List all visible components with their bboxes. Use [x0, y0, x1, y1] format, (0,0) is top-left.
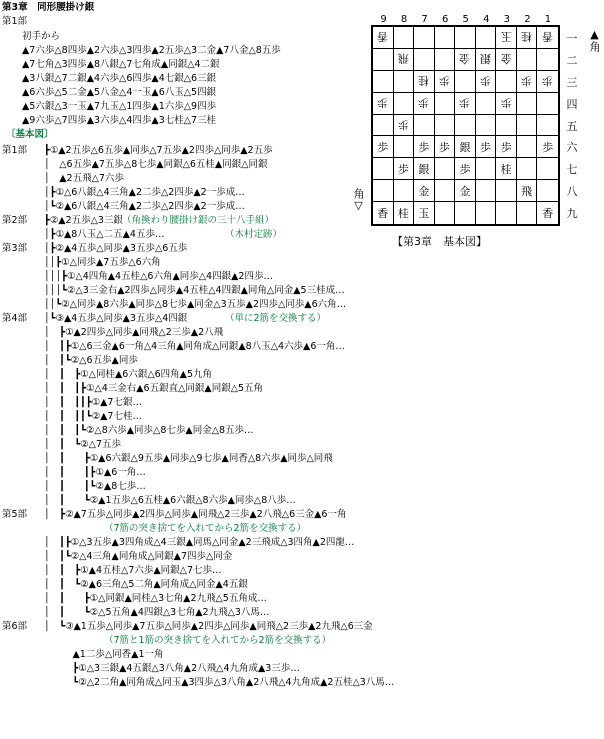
board-cell — [476, 71, 497, 93]
shogi-piece: 飛 — [521, 184, 533, 198]
kifu-line: │┗②▲6八銀△4三角▲2二歩△2四歩▲2一歩成… — [44, 201, 245, 212]
board-cell — [455, 71, 476, 93]
shogi-piece: 歩 — [397, 117, 409, 131]
kifu-line: 第4部 — [2, 313, 28, 324]
kifu-line: 〔基本図〕 — [6, 129, 54, 140]
shogi-piece: 銀 — [459, 140, 471, 154]
kifu-line: ▲9六歩△7四歩▲3六歩△4四歩▲3七桂△7三桂 — [22, 115, 217, 126]
shogi-piece: 歩 — [459, 96, 471, 110]
kifu-line: ▲7七角△3四歩▲8八銀△7七角成▲同銀△4二銀 — [22, 59, 220, 70]
kifu-line: （7筋の突き捨てを入れてから2筋を交換する） — [104, 523, 307, 534]
shogi-piece: 香 — [377, 207, 389, 221]
board-cell — [435, 136, 456, 158]
shogi-piece: 香 — [542, 207, 554, 221]
board-cell — [476, 202, 497, 224]
board-cell — [537, 27, 558, 49]
board-cell — [517, 202, 538, 224]
sente-hand: 角▽ — [352, 188, 365, 212]
row-number: 九 — [566, 207, 578, 221]
shogi-piece: 銀 — [480, 52, 492, 66]
board-cell — [455, 202, 476, 224]
board-cell — [537, 115, 558, 137]
board-cell — [394, 27, 415, 49]
kifu-line: │ ┃ ┗②△5五角▲4四銀△3七角▲2九飛△3八馬… — [44, 607, 270, 618]
kifu-line: （木村定跡） — [225, 229, 283, 240]
board-cell — [394, 115, 415, 137]
kifu-line: 第1部 — [2, 16, 28, 27]
row-number: 七 — [566, 163, 578, 177]
kifu-line: ┗②△2二角▲同角成△同玉▲3四歩△3八角▲2八飛△4九角成▲2五桂△3八馬… — [44, 677, 395, 688]
column-number: 7 — [421, 14, 428, 25]
shogi-piece: 歩 — [418, 96, 430, 110]
board-cell — [373, 27, 394, 49]
kifu-line: │ ┃ ┃┣①△4三金右▲6五銀直△同銀▲同銀△5五角 — [44, 383, 264, 394]
kifu-line: │ ┃ ┗②▲1五歩△6五桂▲6六銀△8六歩▲同歩△8八歩… — [44, 495, 296, 506]
shogi-piece: 歩 — [397, 162, 409, 176]
kifu-line: │┗③▲4五歩△同歩▲3五歩△4四銀 — [44, 313, 188, 324]
column-number: 6 — [441, 14, 449, 25]
gote-hand: ▲角 — [588, 28, 601, 52]
board-cell — [455, 158, 476, 180]
board-cell — [537, 158, 558, 180]
board-cell — [373, 180, 394, 202]
kifu-line: 第3部 — [2, 243, 28, 254]
board-cell — [496, 202, 517, 224]
board-cell — [496, 180, 517, 202]
shogi-piece: 桂 — [397, 207, 409, 221]
board-cell — [496, 27, 517, 49]
board-cell — [517, 180, 538, 202]
board-cell — [394, 202, 415, 224]
shogi-piece: 金 — [459, 52, 471, 66]
board-cell — [414, 49, 435, 71]
kifu-line: │ ┃ ┃┃┣①▲7七銀… — [44, 397, 142, 408]
board-cell — [476, 136, 497, 158]
board-cell — [455, 93, 476, 115]
board-cell — [435, 158, 456, 180]
shogi-piece: 歩 — [377, 140, 389, 154]
board-cell — [435, 180, 456, 202]
board-cell — [476, 49, 497, 71]
board-cell — [373, 202, 394, 224]
board-cell — [373, 158, 394, 180]
board-cell — [394, 93, 415, 115]
board-cell — [414, 27, 435, 49]
kifu-line: ┣①△3三銀▲4五銀△3八角▲2八飛△4九角成▲3三歩… — [44, 663, 300, 674]
kifu-line: │ ┃┗②△6五歩▲同歩 — [44, 355, 138, 366]
board-cell — [476, 115, 497, 137]
shogi-board — [371, 25, 560, 226]
board-cell — [476, 93, 497, 115]
board-cell — [394, 180, 415, 202]
board-cell — [414, 180, 435, 202]
board-cell — [517, 136, 538, 158]
shogi-piece: 歩 — [480, 74, 492, 88]
board-cell — [435, 115, 456, 137]
board-cell — [435, 202, 456, 224]
kifu-line: │ ┃ ┣①▲4五桂△7六歩▲同銀△7七歩… — [44, 565, 222, 576]
shogi-piece: 歩 — [542, 140, 554, 154]
shogi-piece: 金 — [459, 184, 471, 198]
board-cell — [455, 115, 476, 137]
kifu-line: │ ┃ ┣①△同銀▲同桂△3七角▲2九飛△5五角成… — [44, 593, 267, 604]
chapter-title: 第3章 同形腰掛け銀 — [2, 2, 95, 13]
row-number: 三 — [566, 75, 578, 89]
board-cell — [537, 49, 558, 71]
board-cell — [414, 136, 435, 158]
board-cell — [394, 49, 415, 71]
kifu-line: │ ┃ ┃┗②△8六歩▲同歩△8七歩▲同金△8五歩… — [44, 425, 254, 436]
shogi-piece: 歩 — [438, 140, 450, 154]
shogi-piece: 歩 — [480, 140, 492, 154]
column-number: 3 — [503, 14, 511, 25]
kifu-line: 第5部 — [2, 509, 28, 520]
kifu-line: │ △6五歩▲7五歩△8七歩▲同銀△6五桂▲同銀△同銀 — [44, 159, 268, 170]
board-cell — [517, 93, 538, 115]
board-cell — [517, 115, 538, 137]
kifu-line: │ ▲2五飛△7六歩 — [44, 173, 124, 184]
row-number: 二 — [566, 53, 578, 67]
board-cell — [496, 136, 517, 158]
shogi-piece: 金 — [418, 184, 430, 198]
kifu-line: │ ┃┣①△6三金▲6一角△4三角▲同角成△同銀▲8八玉△4六歩▲6一角… — [44, 341, 345, 352]
row-number: 一 — [566, 32, 578, 45]
kifu-line: │ ┃┣①△3五歩▲3四角成△4三銀▲同馬△同金▲2三飛成△3四角▲2四龍… — [44, 537, 355, 548]
kifu-line: │ ┃ ┣①△同桂▲6六銀△6四角▲5九角 — [44, 369, 213, 380]
board-cell — [496, 93, 517, 115]
kifu-line: ▲6六歩△5二金▲5八金△4一玉▲6八玉△5四銀 — [22, 87, 217, 98]
shogi-piece: 桂 — [521, 30, 533, 44]
board-cell — [496, 158, 517, 180]
shogi-piece: 金 — [500, 52, 512, 66]
shogi-piece: 銀 — [418, 162, 430, 176]
kifu-line: 第2部 — [2, 215, 28, 226]
board-cell — [476, 158, 497, 180]
shogi-piece: 飛 — [397, 52, 409, 66]
kifu-line: │ ┃ ┃┗②▲8七歩… — [44, 481, 146, 492]
kifu-line: │┣①△6八銀△4三角▲2二歩△2四歩▲2一歩成… — [44, 187, 245, 198]
board-cell — [537, 202, 558, 224]
kifu-line: （7筋と1筋の突き捨てを入れてから2筋を交換する） — [104, 635, 332, 646]
kifu-line: │ ┣①▲2四歩△同歩▲同飛△2三歩▲2八飛 — [44, 327, 224, 338]
shogi-piece: 歩 — [521, 74, 533, 88]
board-cell — [435, 27, 456, 49]
board-cell — [435, 93, 456, 115]
kifu-line: │││┗②△3三金右▲2四歩△同歩▲4五桂△4四銀▲同角△同金▲5三桂成… — [44, 285, 345, 296]
kifu-line: │ ┃ ┗②△7五歩 — [44, 439, 122, 450]
kifu-line: │ ┃ ┣①▲6六銀△9五歩▲同歩△9七歩▲同香△8六歩▲同歩△同飛 — [44, 453, 333, 464]
board-cell — [517, 27, 538, 49]
shogi-piece: 歩 — [418, 140, 430, 154]
board-cell — [455, 136, 476, 158]
board-cell — [394, 158, 415, 180]
board-cell — [394, 71, 415, 93]
board-cell — [517, 158, 538, 180]
board-cell — [537, 180, 558, 202]
kifu-line: 第1部 — [2, 145, 28, 156]
shogi-piece: 桂 — [500, 162, 512, 176]
column-number: 1 — [544, 14, 552, 25]
row-number: 四 — [566, 97, 578, 111]
kifu-line: │││┣①△4四角▲4五桂△6六角▲同歩△4四銀▲2四歩… — [44, 271, 273, 282]
kifu-line: │ ┣②▲7五歩△同歩▲2四歩△同歩▲同飛△2三歩▲2八飛△6三金▲6一角 — [44, 509, 347, 520]
kifu-line: ▲3八銀△7二銀▲4六歩△6四歩▲4七銀△6三銀 — [22, 73, 217, 84]
column-number: 5 — [462, 14, 469, 25]
shogi-piece: 玉 — [418, 207, 430, 221]
kifu-line: ▲5六銀△3一玉▲7九玉△1四歩▲1六歩△9四歩 — [22, 101, 217, 112]
kifu-line: ││┣①△同歩▲7五歩△6六角 — [44, 257, 161, 268]
board-cell — [537, 71, 558, 93]
board-caption: 【第3章 基本図】 — [392, 235, 487, 248]
board-cell — [414, 71, 435, 93]
board-cell — [373, 49, 394, 71]
board-cell — [517, 49, 538, 71]
column-number: 2 — [524, 14, 531, 25]
shogi-piece: 香 — [377, 30, 389, 44]
row-number: 六 — [566, 141, 578, 155]
shogi-piece: 歩 — [500, 140, 512, 154]
kifu-line: ││┗②△同歩▲8六歩▲同歩△8七歩▲同金△3五歩▲2四歩△同歩▲6六角… — [44, 299, 347, 310]
board-cell — [537, 93, 558, 115]
shogi-piece: 歩 — [542, 74, 554, 88]
shogi-piece: 歩 — [377, 96, 389, 110]
board-cell — [455, 180, 476, 202]
board-cell — [414, 93, 435, 115]
board-cell — [394, 136, 415, 158]
board-cell — [373, 71, 394, 93]
board-cell — [476, 27, 497, 49]
kifu-line: 第6部 — [2, 621, 28, 632]
shogi-piece: 歩 — [438, 74, 450, 88]
board-cell — [373, 136, 394, 158]
board-cell — [537, 136, 558, 158]
shogi-piece: 香 — [542, 30, 554, 44]
row-number: 五 — [566, 119, 578, 133]
board-cell — [496, 71, 517, 93]
board-cell — [476, 180, 497, 202]
board-cell — [435, 71, 456, 93]
board-cell — [496, 115, 517, 137]
column-number: 9 — [380, 14, 387, 25]
shogi-piece: 玉 — [500, 30, 512, 44]
shogi-piece: 歩 — [459, 162, 471, 176]
kifu-line: │ ┃ ┃┃┗②▲7七桂… — [44, 411, 142, 422]
kifu-line: ┣②▲2五歩△3三銀 — [44, 215, 123, 226]
kifu-line: │ ┃┗②△4三角▲同角成△同銀▲7四歩△同金 — [44, 551, 233, 562]
board-cell — [517, 71, 538, 93]
board-cell — [414, 158, 435, 180]
column-number: 4 — [483, 14, 490, 25]
board-cell — [435, 49, 456, 71]
board-cell — [496, 49, 517, 71]
kifu-line: （単に2筋を交換する） — [225, 313, 327, 324]
shogi-piece: 桂 — [418, 74, 430, 88]
kifu-line: │┣②▲4五歩△同歩▲3五歩△6五歩 — [44, 243, 188, 254]
shogi-piece: 歩 — [500, 96, 512, 110]
board-cell — [455, 27, 476, 49]
row-number: 八 — [566, 185, 578, 199]
kifu-line: │ ┗③▲1五歩△同歩▲7五歩△同歩▲2四歩△同歩▲同飛△2三歩▲2九飛△6三金 — [44, 621, 373, 632]
board-cell — [414, 202, 435, 224]
kifu-line: ┣①▲2五歩△6五歩▲同歩△7五歩▲2四歩△同歩▲2五歩 — [44, 145, 273, 156]
kifu-line: │┣①▲8八玉△二五▲4五歩… — [44, 229, 165, 240]
kifu-line: │ ┃ ┃┣①▲6一角… — [44, 467, 146, 478]
kifu-line: 初手から — [22, 31, 61, 42]
kifu-line: ▲1二歩△同香▲1一角 — [44, 649, 164, 660]
kifu-line: ▲7六歩△8四歩▲2六歩△3四歩▲2五歩△3二金▲7八金△8五歩 — [22, 45, 281, 56]
kifu-line: │ ┃ ┗②▲6三角△5二角▲同角成△同金▲4五銀 — [44, 579, 248, 590]
board-cell — [373, 93, 394, 115]
board-cell — [373, 115, 394, 137]
board-cell — [414, 115, 435, 137]
column-number: 8 — [400, 14, 408, 25]
kifu-line: （角換わり腰掛け銀の三十八手組） — [122, 215, 275, 226]
board-cell — [455, 49, 476, 71]
